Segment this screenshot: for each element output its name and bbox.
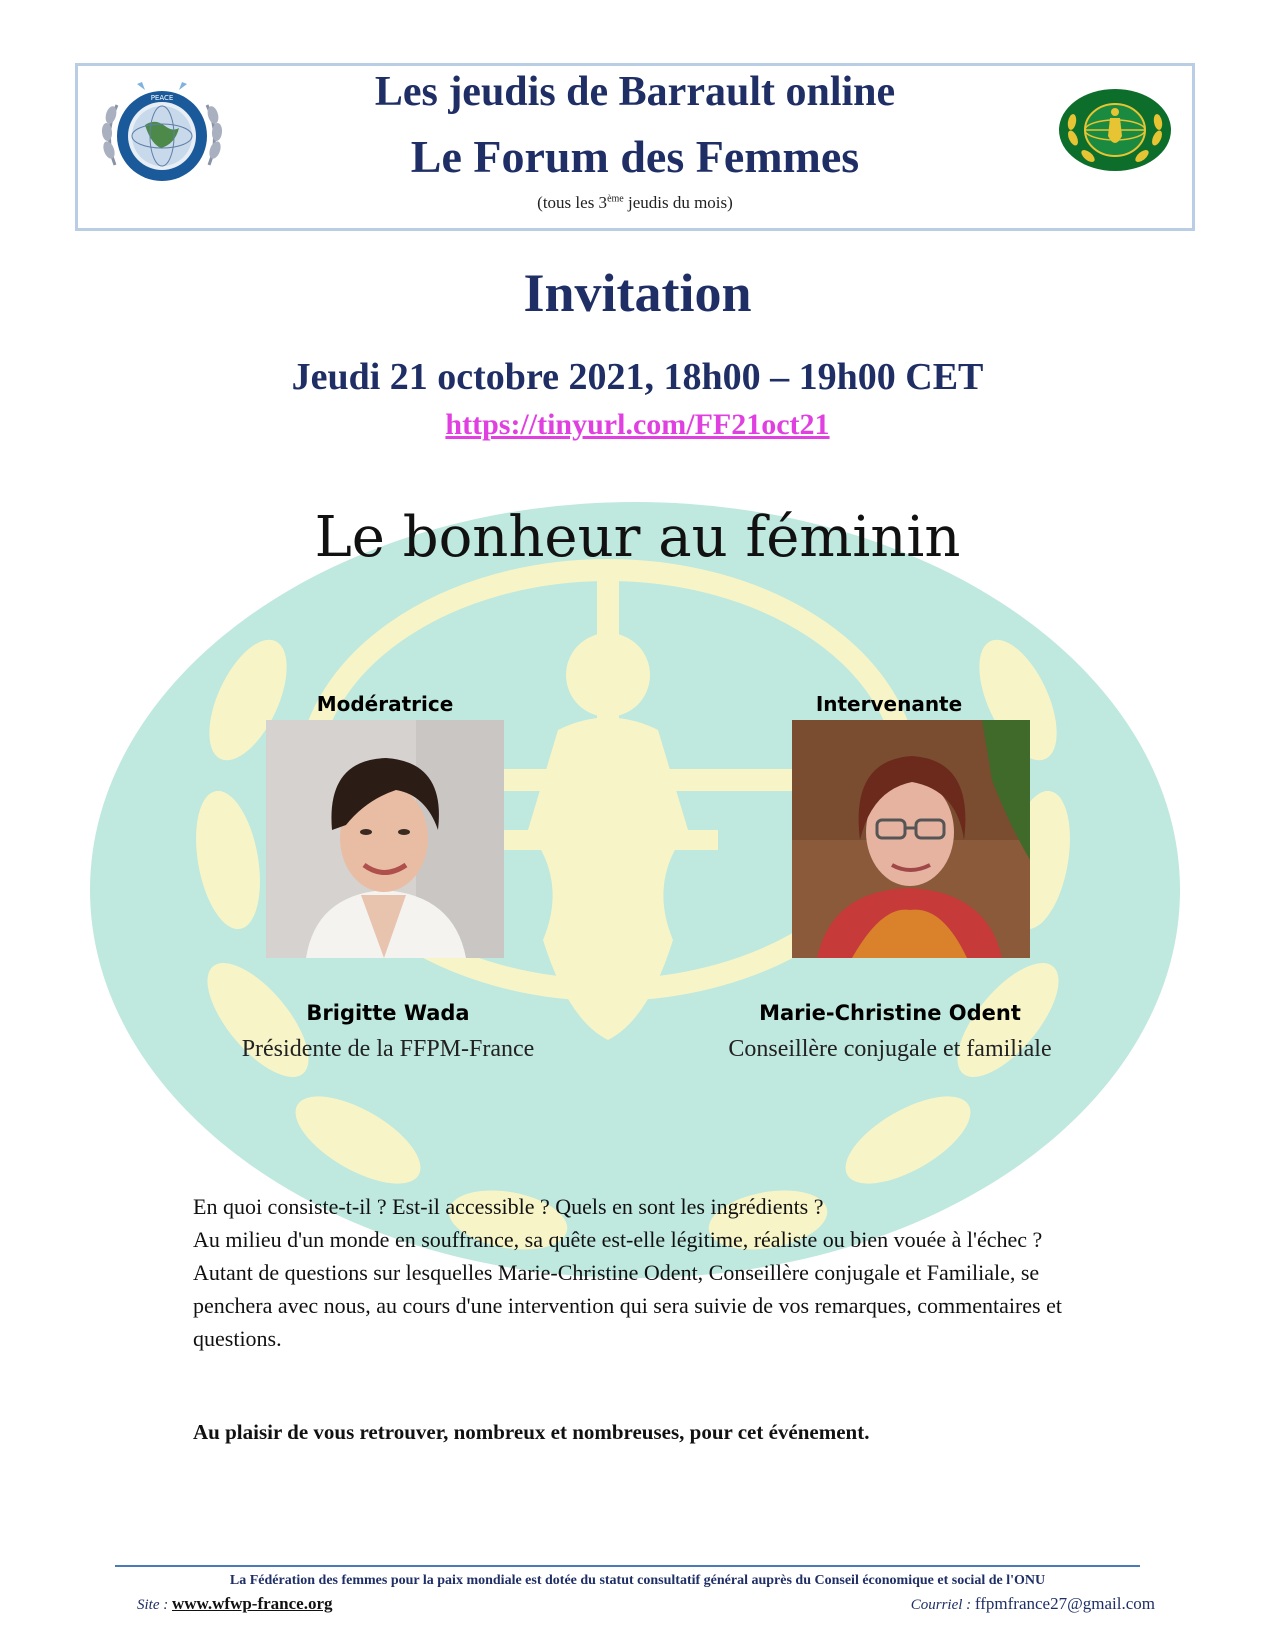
moderator-title: Présidente de la FFPM-France [241,1036,535,1062]
event-date: Jeudi 21 octobre 2021, 18h00 – 19h00 CET [291,356,984,398]
header-schedule-note: (tous les 3ème jeudis du mois) [537,193,733,212]
header-forum-title: Le Forum des Femmes [410,131,860,182]
footer-divider [115,1565,1140,1567]
speaker-role: Intervenante [815,692,963,716]
description-paragraph: En quoi consiste-t-il ? Est-il accessible ? Quels en sont les ingrédients ? [193,1194,824,1219]
moderator-name: Brigitte Wada [306,1001,470,1025]
header-series-title: Les jeudis de Barrault online [374,69,896,115]
moderator-role: Modératrice [316,692,454,716]
description-paragraph: Autant de questions sur lesquelles Marie-Christine Odent, Conseillère conjugale et Familiale, se penchera avec nous, au cours d'une intervention qui sera suivie de vos remarques, commentaires et questions. [193,1260,1062,1351]
speaker-name: Marie-Christine Odent [759,1001,1021,1025]
event-description [193,1190,1093,1355]
footer-status-note: La Fédération des femmes pour la paix mondiale est dotée du statut consultatif général auprès du Conseil économique et social de l'ONU [229,1573,1046,1588]
invitation-heading: Invitation [523,263,752,323]
footer-email [911,1594,1155,1614]
event-link[interactable]: https://tinyurl.com/FF21oct21 [445,408,830,441]
speaker-title: Conseillère conjugale et familiale [728,1036,1052,1062]
email-address[interactable]: ffpmfrance27@gmail.com [974,1594,1155,1613]
description-paragraph: Au milieu d'un monde en souffrance, sa quête est-elle légitime, réaliste ou bien vouée à l'échec ? [193,1227,1043,1252]
site-link[interactable]: www.wfwp-france.org [172,1594,333,1613]
footer-site [137,1594,333,1614]
topic-title: Le bonheur au féminin [314,505,961,570]
email-label: Courriel : [910,1597,975,1613]
site-label: Site : [137,1597,172,1613]
moderator-photo [266,720,504,958]
speaker-photo [792,720,1030,958]
closing-line: Au plaisir de vous retrouver, nombreux et nombreuses, pour cet événement. [193,1420,870,1444]
svg-text:PEACE: PEACE [150,94,174,102]
